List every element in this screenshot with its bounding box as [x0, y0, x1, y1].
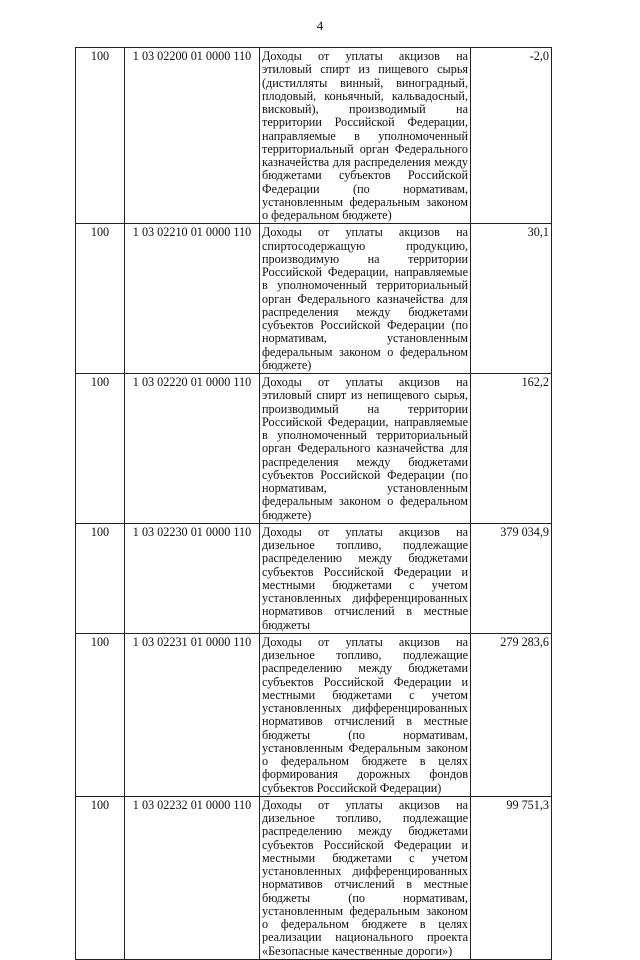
admin-code-cell: 100: [76, 633, 125, 796]
table-row: [76, 523, 552, 633]
table-row: [76, 48, 552, 224]
admin-code-cell: 100: [76, 796, 125, 959]
budget-code-cell: 1 03 02230 01 0000 110: [125, 523, 260, 633]
admin-code-cell: 100: [76, 374, 125, 524]
description-cell: Доходы от уплаты акцизов на дизельное топливо, подлежащие распределению между бюджетами субъектов Российской Федерации и местными бюджетами с учетом установленных дифференцированных нормативов отчислений в местные бюджеты (по нормативам, установленным Федеральным законом о федеральном бюджете в целях формирования дорожных фондов субъектов Российской Федерации): [260, 633, 471, 796]
admin-code-cell: 100: [76, 224, 125, 374]
amount-cell: 30,1: [471, 224, 552, 374]
description-cell: Доходы от уплаты акцизов на этиловый спирт из непищевого сырья, производимый на территории Российской Федерации, направляемые в уполномоченный территориальный орган Федерального казначейства для распределения между бюджетами субъектов Российской Федерации (по нормативам, установленным федеральным законом о федеральном бюджете): [260, 374, 471, 524]
budget-code-cell: 1 03 02210 01 0000 110: [125, 224, 260, 374]
table-row: [76, 796, 552, 959]
amount-cell: 379 034,9: [471, 523, 552, 633]
budget-code-cell: 1 03 02220 01 0000 110: [125, 374, 260, 524]
amount-cell: 99 751,3: [471, 796, 552, 959]
table-row: [76, 633, 552, 796]
table-row: [76, 224, 552, 374]
description-cell: Доходы от уплаты акцизов на этиловый спирт из пищевого сырья (дистилляты винный, виноградный, плодовый, коньячный, кальвадосный, висковый), производимый на территории Российской Федерации, направляемые в уполномоченный территориальный орган Федерального казначейства для распределения между бюджетами субъектов Российской Федерации (по нормативам, установленным федеральным законом о федеральном бюджете): [260, 48, 471, 224]
description-cell: Доходы от уплаты акцизов на спиртосодержащую продукцию, производимую на территории Российской Федерации, направляемые в уполномоченный территориальный орган Федерального казначейства для распределения между бюджетами субъектов Российской Федерации (по нормативам, установленным федеральным законом о федеральном бюджете): [260, 224, 471, 374]
amount-cell: 162,2: [471, 374, 552, 524]
budget-code-cell: 1 03 02200 01 0000 110: [125, 48, 260, 224]
page-number: 4: [316, 18, 324, 33]
description-cell: Доходы от уплаты акцизов на дизельное топливо, подлежащие распределению между бюджетами субъектов Российской Федерации и местными бюджетами с учетом установленных дифференцированных нормативов отчислений в местные бюджеты (по нормативам, установленным федеральным законом о федеральном бюджете в целях реализации национального проекта «Безопасные качественные дороги»): [260, 796, 471, 959]
description-cell: Доходы от уплаты акцизов на дизельное топливо, подлежащие распределению между бюджетами субъектов Российской Федерации и местными бюджетами с учетом установленных дифференцированных нормативов отчислений в местные бюджеты: [260, 523, 471, 633]
amount-cell: -2,0: [471, 48, 552, 224]
budget-code-cell: 1 03 02232 01 0000 110: [125, 796, 260, 959]
budget-revenue-table: [75, 47, 552, 960]
table-row: [76, 374, 552, 524]
amount-cell: 279 283,6: [471, 633, 552, 796]
budget-code-cell: 1 03 02231 01 0000 110: [125, 633, 260, 796]
admin-code-cell: 100: [76, 48, 125, 224]
admin-code-cell: 100: [76, 523, 125, 633]
